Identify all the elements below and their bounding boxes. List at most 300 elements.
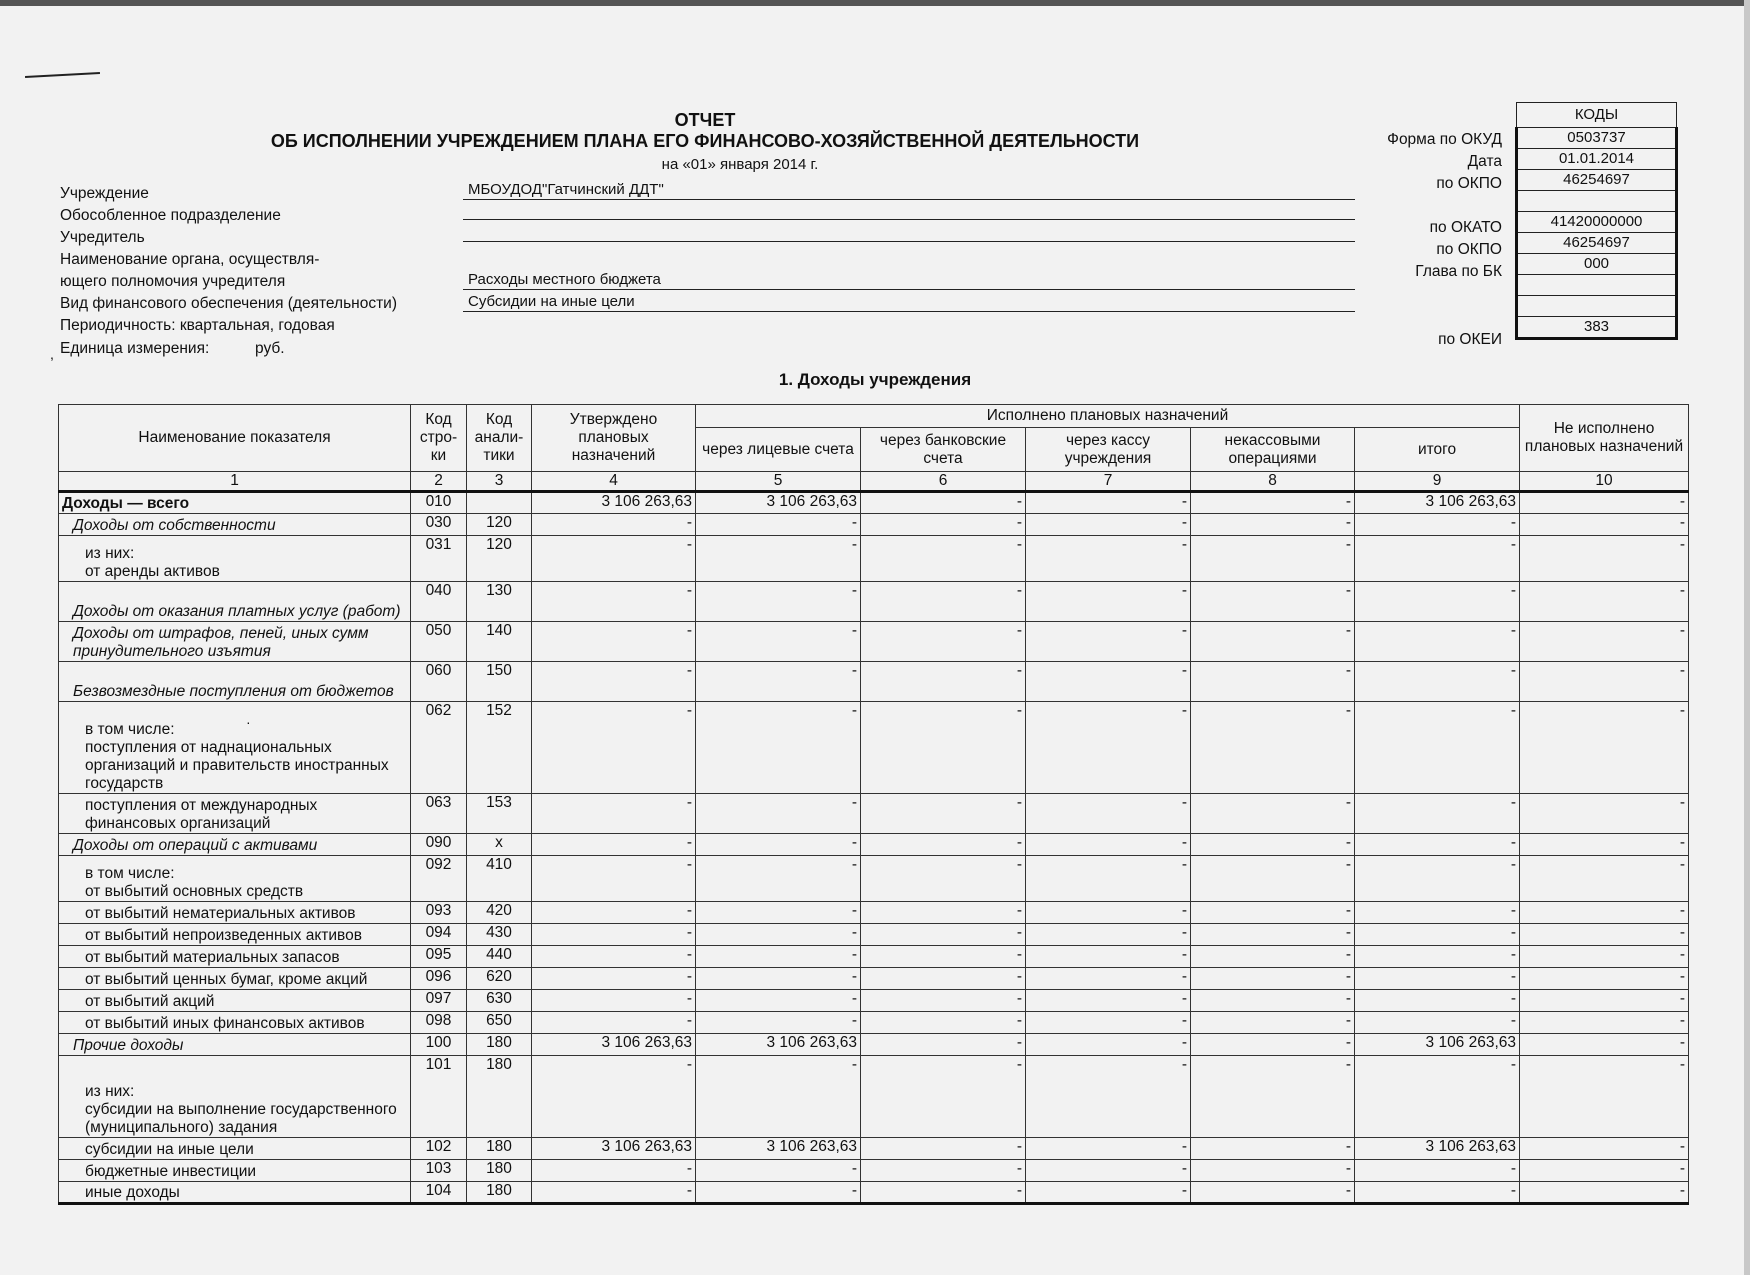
cell-approved: - bbox=[532, 1182, 696, 1204]
pen-mark bbox=[25, 72, 100, 78]
cell-total: - bbox=[1355, 662, 1520, 702]
cell-approved: - bbox=[532, 834, 696, 856]
cell-noncash: - bbox=[1191, 834, 1355, 856]
cell-total: - bbox=[1355, 902, 1520, 924]
authority-label-2: ющего полномочия учредителя bbox=[60, 273, 286, 290]
table-row bbox=[59, 662, 1689, 702]
row-analytics-code: 650 bbox=[467, 1012, 532, 1034]
row-label: Доходы от операций с активами bbox=[73, 837, 318, 854]
cell-cash: - bbox=[1026, 1034, 1191, 1056]
cell-noncash: - bbox=[1191, 1138, 1355, 1160]
col-header-unexecuted: Не исполнено плановых назначений bbox=[1520, 405, 1689, 472]
funding-type-line bbox=[463, 311, 1355, 312]
empty-code bbox=[1517, 275, 1677, 296]
cell-total: - bbox=[1355, 1012, 1520, 1034]
col-header-cash: через кассу учреждения bbox=[1026, 428, 1191, 472]
row-analytics-code: 153 bbox=[467, 794, 532, 834]
okato-label: по ОКАТО bbox=[1429, 219, 1502, 236]
report-title: ОТЧЕТ bbox=[674, 110, 736, 130]
column-number: 1 bbox=[59, 472, 411, 492]
cell-noncash: - bbox=[1191, 990, 1355, 1012]
row-name bbox=[59, 1034, 411, 1056]
cell-total: 3 106 263,63 bbox=[1355, 492, 1520, 514]
cell-bank: - bbox=[861, 968, 1026, 990]
col-header-total: итого bbox=[1355, 428, 1520, 472]
row-label: субсидии на иные цели bbox=[85, 1141, 254, 1158]
cell-total: - bbox=[1355, 536, 1520, 582]
cell-cash: - bbox=[1026, 1182, 1191, 1204]
section-title: 1. Доходы учреждения bbox=[778, 370, 972, 389]
row-analytics-code: 620 bbox=[467, 968, 532, 990]
row-analytics-code: 630 bbox=[467, 990, 532, 1012]
row-code: 104 bbox=[411, 1182, 467, 1204]
cell-approved: - bbox=[532, 1160, 696, 1182]
cell-unexecuted: - bbox=[1520, 1160, 1689, 1182]
row-code: 060 bbox=[411, 662, 467, 702]
cell-cash: - bbox=[1026, 834, 1191, 856]
row-code: 040 bbox=[411, 582, 467, 622]
cell-noncash: - bbox=[1191, 946, 1355, 968]
row-name bbox=[59, 968, 411, 990]
row-label: Безвозмездные поступления от бюджетов bbox=[73, 683, 394, 700]
row-analytics-code: 180 bbox=[467, 1056, 532, 1138]
table-row bbox=[59, 1034, 1689, 1056]
cell-cash: - bbox=[1026, 1012, 1191, 1034]
cell-approved: - bbox=[532, 702, 696, 794]
column-number: 6 bbox=[861, 472, 1026, 492]
cell-noncash: - bbox=[1191, 1012, 1355, 1034]
unit-label: Единица измерения: bbox=[60, 340, 210, 357]
cell-unexecuted: - bbox=[1520, 702, 1689, 794]
row-analytics-code: х bbox=[467, 834, 532, 856]
cell-unexecuted: - bbox=[1520, 1034, 1689, 1056]
row-code: 096 bbox=[411, 968, 467, 990]
date-code: 01.01.2014 bbox=[1517, 149, 1677, 170]
row-code: 050 bbox=[411, 622, 467, 662]
cell-approved: - bbox=[532, 902, 696, 924]
cell-unexecuted: - bbox=[1520, 536, 1689, 582]
cell-noncash: - bbox=[1191, 702, 1355, 794]
cell-noncash: - bbox=[1191, 856, 1355, 902]
row-name bbox=[59, 856, 411, 902]
row-code: 098 bbox=[411, 1012, 467, 1034]
cell-noncash: - bbox=[1191, 1056, 1355, 1138]
row-label: субсидии на выполнение государственного (муниципального) задания bbox=[85, 1101, 397, 1136]
cell-bank: - bbox=[861, 662, 1026, 702]
cell-approved: - bbox=[532, 514, 696, 536]
cell-accounts: - bbox=[696, 536, 861, 582]
cell-bank: - bbox=[861, 582, 1026, 622]
okato-code: 41420000000 bbox=[1517, 212, 1677, 233]
row-analytics-code: 152 bbox=[467, 702, 532, 794]
okpo2-code: 46254697 bbox=[1517, 233, 1677, 254]
table-row bbox=[59, 1160, 1689, 1182]
cell-accounts: - bbox=[696, 834, 861, 856]
table-row bbox=[59, 536, 1689, 582]
table-row bbox=[59, 924, 1689, 946]
cell-noncash: - bbox=[1191, 582, 1355, 622]
cell-total: - bbox=[1355, 514, 1520, 536]
cell-cash: - bbox=[1026, 990, 1191, 1012]
row-name bbox=[59, 1182, 411, 1204]
cell-approved: - bbox=[532, 622, 696, 662]
column-number: 2 bbox=[411, 472, 467, 492]
cell-cash: - bbox=[1026, 1138, 1191, 1160]
row-analytics-code: 120 bbox=[467, 536, 532, 582]
row-label: иные доходы bbox=[85, 1184, 180, 1201]
cell-noncash: - bbox=[1191, 794, 1355, 834]
row-label: от выбытий основных средств bbox=[85, 883, 304, 900]
row-name bbox=[59, 536, 411, 582]
table-row bbox=[59, 1056, 1689, 1138]
table-row bbox=[59, 1182, 1689, 1204]
row-analytics-code: 410 bbox=[467, 856, 532, 902]
table-row bbox=[59, 492, 1689, 514]
row-label: бюджетные инвестиции bbox=[85, 1163, 257, 1180]
cell-bank: - bbox=[861, 1012, 1026, 1034]
row-prefix: в том числе: bbox=[85, 865, 175, 882]
funding-type-label: Вид финансового обеспечения (деятельности) bbox=[60, 295, 397, 312]
cell-unexecuted: - bbox=[1520, 990, 1689, 1012]
cell-cash: - bbox=[1026, 794, 1191, 834]
row-code: 063 bbox=[411, 794, 467, 834]
table-row bbox=[59, 856, 1689, 902]
table-row bbox=[59, 582, 1689, 622]
cell-approved: - bbox=[532, 1056, 696, 1138]
cell-noncash: - bbox=[1191, 968, 1355, 990]
report-date: на «01» января 2014 г. bbox=[661, 156, 819, 173]
row-label: Доходы — всего bbox=[62, 495, 190, 512]
okpo-label: по ОКПО bbox=[1436, 175, 1502, 192]
income-table bbox=[58, 404, 1689, 1205]
codes-table bbox=[1515, 102, 1678, 340]
column-number: 9 bbox=[1355, 472, 1520, 492]
institution-label: Учреждение bbox=[60, 185, 149, 202]
unit-value: руб. bbox=[255, 340, 285, 357]
cell-unexecuted: - bbox=[1520, 1182, 1689, 1204]
cell-accounts: - bbox=[696, 622, 861, 662]
cell-approved: - bbox=[532, 968, 696, 990]
row-name bbox=[59, 702, 411, 794]
row-analytics-code: 140 bbox=[467, 622, 532, 662]
cell-cash: - bbox=[1026, 702, 1191, 794]
funding-type-value: Субсидии на иные цели bbox=[468, 293, 635, 310]
cell-accounts: - bbox=[696, 1182, 861, 1204]
authority-line bbox=[463, 289, 1355, 290]
cell-total: - bbox=[1355, 1160, 1520, 1182]
cell-unexecuted: - bbox=[1520, 662, 1689, 702]
cell-accounts: - bbox=[696, 662, 861, 702]
cell-unexecuted: - bbox=[1520, 1056, 1689, 1138]
column-number-row bbox=[59, 472, 1689, 492]
cell-unexecuted: - bbox=[1520, 492, 1689, 514]
cell-total: - bbox=[1355, 794, 1520, 834]
col-header-noncash: некассовыми операциями bbox=[1191, 428, 1355, 472]
row-name bbox=[59, 794, 411, 834]
cell-total: - bbox=[1355, 582, 1520, 622]
cell-total: - bbox=[1355, 1056, 1520, 1138]
cell-accounts: - bbox=[696, 946, 861, 968]
row-name bbox=[59, 990, 411, 1012]
cell-approved: - bbox=[532, 990, 696, 1012]
cell-unexecuted: - bbox=[1520, 622, 1689, 662]
cell-unexecuted: - bbox=[1520, 794, 1689, 834]
cell-bank: - bbox=[861, 702, 1026, 794]
okpo2-label: по ОКПО bbox=[1436, 241, 1502, 258]
cell-unexecuted: - bbox=[1520, 902, 1689, 924]
cell-unexecuted: - bbox=[1520, 856, 1689, 902]
cell-cash: - bbox=[1026, 1056, 1191, 1138]
cell-noncash: - bbox=[1191, 1160, 1355, 1182]
cell-noncash: - bbox=[1191, 902, 1355, 924]
cell-noncash: - bbox=[1191, 924, 1355, 946]
cell-bank: - bbox=[861, 1182, 1026, 1204]
subdivision-line bbox=[463, 219, 1355, 220]
row-name bbox=[59, 1160, 411, 1182]
authority-value: Расходы местного бюджета bbox=[468, 271, 661, 288]
column-number: 3 bbox=[467, 472, 532, 492]
row-analytics-code: 180 bbox=[467, 1138, 532, 1160]
cell-noncash: - bbox=[1191, 514, 1355, 536]
cell-accounts: - bbox=[696, 514, 861, 536]
table-row bbox=[59, 1012, 1689, 1034]
cell-total: - bbox=[1355, 946, 1520, 968]
cell-total: - bbox=[1355, 990, 1520, 1012]
row-analytics-code: 420 bbox=[467, 902, 532, 924]
row-label: Доходы от штрафов, пеней, иных сумм принудительного изъятия bbox=[73, 625, 369, 660]
founder-line bbox=[463, 241, 1355, 242]
row-name bbox=[59, 582, 411, 622]
bk-label: Глава по БК bbox=[1415, 263, 1502, 280]
cell-total: - bbox=[1355, 834, 1520, 856]
row-code: 097 bbox=[411, 990, 467, 1012]
column-number: 8 bbox=[1191, 472, 1355, 492]
cell-accounts: - bbox=[696, 794, 861, 834]
row-code: 093 bbox=[411, 902, 467, 924]
cell-total: - bbox=[1355, 622, 1520, 662]
cell-bank: - bbox=[861, 856, 1026, 902]
cell-bank: - bbox=[861, 622, 1026, 662]
row-label: от выбытий нематериальных активов bbox=[85, 905, 356, 922]
cell-approved: - bbox=[532, 794, 696, 834]
cell-total: 3 106 263,63 bbox=[1355, 1034, 1520, 1056]
column-number: 5 bbox=[696, 472, 861, 492]
cell-accounts: - bbox=[696, 702, 861, 794]
row-name bbox=[59, 662, 411, 702]
cell-approved: - bbox=[532, 946, 696, 968]
row-analytics-code: 180 bbox=[467, 1182, 532, 1204]
income-rows bbox=[59, 492, 1689, 1204]
row-analytics-code: 180 bbox=[467, 1160, 532, 1182]
table-row bbox=[59, 1138, 1689, 1160]
row-label: поступления от наднациональных организаций и правительств иностранных государств bbox=[85, 739, 389, 792]
cell-cash: - bbox=[1026, 514, 1191, 536]
table-row bbox=[59, 968, 1689, 990]
table-row bbox=[59, 834, 1689, 856]
cell-cash: - bbox=[1026, 582, 1191, 622]
table-row bbox=[59, 990, 1689, 1012]
row-code: 092 bbox=[411, 856, 467, 902]
founder-label: Учредитель bbox=[60, 229, 145, 246]
column-number: 10 bbox=[1520, 472, 1689, 492]
row-code: 094 bbox=[411, 924, 467, 946]
cell-cash: - bbox=[1026, 622, 1191, 662]
codes-header: КОДЫ bbox=[1517, 103, 1677, 128]
cell-cash: - bbox=[1026, 924, 1191, 946]
row-name bbox=[59, 514, 411, 536]
row-name bbox=[59, 1138, 411, 1160]
date-label: Дата bbox=[1467, 153, 1502, 170]
row-analytics-code: 440 bbox=[467, 946, 532, 968]
cell-cash: - bbox=[1026, 492, 1191, 514]
cell-cash: - bbox=[1026, 662, 1191, 702]
row-prefix: из них: bbox=[85, 1083, 135, 1100]
row-code: 090 bbox=[411, 834, 467, 856]
cell-approved: 3 106 263,63 bbox=[532, 492, 696, 514]
cell-approved: - bbox=[532, 536, 696, 582]
row-name bbox=[59, 1012, 411, 1034]
col-header-accounts: через лицевые счета bbox=[696, 428, 861, 472]
cell-accounts: - bbox=[696, 1012, 861, 1034]
row-analytics-code: 430 bbox=[467, 924, 532, 946]
cell-bank: - bbox=[861, 536, 1026, 582]
row-label: от выбытий ценных бумаг, кроме акций bbox=[85, 971, 368, 988]
periodicity-label: Периодичность: квартальная, годовая bbox=[60, 317, 335, 334]
cell-accounts: - bbox=[696, 856, 861, 902]
cell-cash: - bbox=[1026, 1160, 1191, 1182]
cell-cash: - bbox=[1026, 946, 1191, 968]
cell-accounts: - bbox=[696, 968, 861, 990]
row-analytics-code: 130 bbox=[467, 582, 532, 622]
cell-bank: - bbox=[861, 924, 1026, 946]
cell-unexecuted: - bbox=[1520, 1012, 1689, 1034]
cell-bank: - bbox=[861, 1034, 1026, 1056]
row-analytics-code: 180 bbox=[467, 1034, 532, 1056]
col-header-code: Код стро- ки bbox=[411, 405, 467, 472]
row-name bbox=[59, 1056, 411, 1138]
cell-approved: - bbox=[532, 582, 696, 622]
cell-approved: - bbox=[532, 924, 696, 946]
empty-code bbox=[1517, 296, 1677, 317]
row-analytics-code: 150 bbox=[467, 662, 532, 702]
cell-noncash: - bbox=[1191, 662, 1355, 702]
row-label: Доходы от оказания платных услуг (работ) bbox=[73, 603, 401, 620]
cell-approved: - bbox=[532, 1012, 696, 1034]
cell-noncash: - bbox=[1191, 1182, 1355, 1204]
okpo-code: 46254697 bbox=[1517, 170, 1677, 191]
cell-approved: 3 106 263,63 bbox=[532, 1138, 696, 1160]
scan-edge-top bbox=[0, 0, 1750, 6]
authority-label-1: Наименование органа, осуществля- bbox=[60, 251, 320, 268]
row-label: от выбытий непроизведенных активов bbox=[85, 927, 362, 944]
cell-bank: - bbox=[861, 902, 1026, 924]
cell-bank: - bbox=[861, 1138, 1026, 1160]
cell-total: - bbox=[1355, 968, 1520, 990]
column-number: 7 bbox=[1026, 472, 1191, 492]
cell-unexecuted: - bbox=[1520, 1138, 1689, 1160]
cell-total: - bbox=[1355, 1182, 1520, 1204]
row-prefix: из них: bbox=[85, 545, 135, 562]
cell-noncash: - bbox=[1191, 536, 1355, 582]
cell-accounts: - bbox=[696, 1160, 861, 1182]
cell-approved: 3 106 263,63 bbox=[532, 1034, 696, 1056]
cell-unexecuted: - bbox=[1520, 834, 1689, 856]
table-row bbox=[59, 794, 1689, 834]
okei-label: по ОКЕИ bbox=[1438, 331, 1502, 348]
row-label: Доходы от собственности bbox=[73, 517, 276, 534]
cell-approved: - bbox=[532, 856, 696, 902]
cell-noncash: - bbox=[1191, 492, 1355, 514]
table-row bbox=[59, 622, 1689, 662]
row-name bbox=[59, 622, 411, 662]
cell-unexecuted: - bbox=[1520, 946, 1689, 968]
report-subtitle: ОБ ИСПОЛНЕНИИ УЧРЕЖДЕНИЕМ ПЛАНА ЕГО ФИНАНСОВО-ХОЗЯЙСТВЕННОЙ ДЕЯТЕЛЬНОСТИ bbox=[270, 131, 1140, 151]
cell-accounts: 3 106 263,63 bbox=[696, 1138, 861, 1160]
row-code: 062 bbox=[411, 702, 467, 794]
col-header-bank: через банковские счета bbox=[861, 428, 1026, 472]
cell-bank: - bbox=[861, 514, 1026, 536]
scan-speck: · bbox=[246, 714, 251, 730]
row-name bbox=[59, 492, 411, 514]
cell-bank: - bbox=[861, 1056, 1026, 1138]
cell-unexecuted: - bbox=[1520, 968, 1689, 990]
cell-accounts: - bbox=[696, 582, 861, 622]
cell-approved: - bbox=[532, 662, 696, 702]
cell-bank: - bbox=[861, 990, 1026, 1012]
row-code: 031 bbox=[411, 536, 467, 582]
table-row bbox=[59, 514, 1689, 536]
cell-bank: - bbox=[861, 1160, 1026, 1182]
institution-line bbox=[463, 199, 1355, 200]
cell-bank: - bbox=[861, 946, 1026, 968]
row-analytics-code bbox=[467, 492, 532, 514]
row-label: от выбытий иных финансовых активов bbox=[85, 1015, 365, 1032]
row-code: 103 bbox=[411, 1160, 467, 1182]
cell-accounts: - bbox=[696, 990, 861, 1012]
cell-total: 3 106 263,63 bbox=[1355, 1138, 1520, 1160]
okud-code: 0503737 bbox=[1517, 128, 1677, 149]
col-header-approved: Утверждено плановых назначений bbox=[532, 405, 696, 472]
cell-unexecuted: - bbox=[1520, 514, 1689, 536]
table-row bbox=[59, 702, 1689, 794]
scan-edge-right bbox=[1744, 0, 1750, 1275]
cell-accounts: - bbox=[696, 1056, 861, 1138]
institution-value: МБОУДОД"Гатчинский ДДТ" bbox=[468, 181, 664, 198]
row-label: от аренды активов bbox=[85, 563, 220, 580]
cell-unexecuted: - bbox=[1520, 582, 1689, 622]
cell-noncash: - bbox=[1191, 622, 1355, 662]
col-header-name: Наименование показателя bbox=[59, 405, 411, 472]
cell-cash: - bbox=[1026, 536, 1191, 582]
cell-total: - bbox=[1355, 856, 1520, 902]
row-code: 102 bbox=[411, 1138, 467, 1160]
cell-cash: - bbox=[1026, 856, 1191, 902]
row-label: от выбытий акций bbox=[85, 993, 215, 1010]
row-label: поступления от международных финансовых организаций bbox=[85, 797, 318, 832]
row-label: Прочие доходы bbox=[73, 1037, 184, 1054]
col-header-anal: Код анали- тики bbox=[467, 405, 532, 472]
cell-accounts: - bbox=[696, 902, 861, 924]
scan-speck: , bbox=[50, 346, 54, 362]
cell-bank: - bbox=[861, 492, 1026, 514]
bk-code: 000 bbox=[1517, 254, 1677, 275]
okud-label: Форма по ОКУД bbox=[1387, 131, 1502, 148]
cell-cash: - bbox=[1026, 968, 1191, 990]
row-code: 010 bbox=[411, 492, 467, 514]
row-code: 030 bbox=[411, 514, 467, 536]
row-name bbox=[59, 946, 411, 968]
row-code: 100 bbox=[411, 1034, 467, 1056]
